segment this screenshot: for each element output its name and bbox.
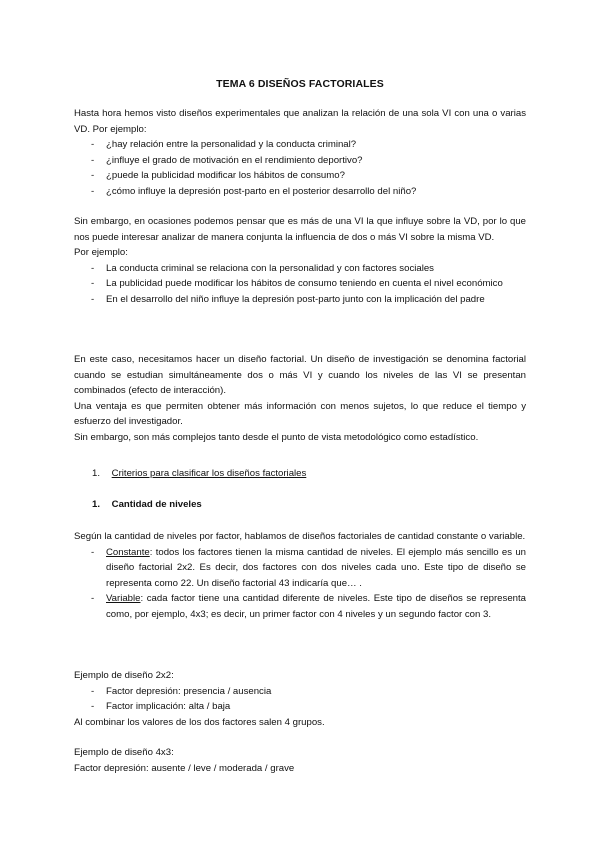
section-number: 1. bbox=[92, 468, 101, 479]
paragraph-complexity: Sin embargo, son más complejos tanto desde el punto de vista metodológico como estadístico. bbox=[74, 431, 479, 443]
intro-paragraph: Hasta hora hemos visto diseños experimentales que analizan la relación de una sola VI con una o varias VD. Por ejemplo: bbox=[74, 108, 526, 135]
term-variable: Variable bbox=[106, 593, 141, 604]
subsection-title: Cantidad de niveles bbox=[111, 499, 202, 510]
term-constante: Constante bbox=[106, 546, 150, 558]
section-heading bbox=[92, 466, 306, 482]
example-2x2-note: Al combinar los valores de los dos factores salen 4 grupos. bbox=[74, 716, 325, 728]
list-item: - ¿hay relación entre la personalidad y la conducta criminal? bbox=[74, 137, 526, 153]
example-lead: Por ejemplo: bbox=[74, 247, 128, 258]
second-section bbox=[74, 214, 526, 307]
list-item-constante bbox=[74, 545, 526, 592]
intro-list bbox=[74, 137, 526, 199]
page-title: TEMA 6 DISEÑOS FACTORIALES bbox=[216, 78, 384, 90]
list-item: - ¿influye el grado de motivación en el rendimiento deportivo? bbox=[74, 153, 526, 169]
list-item: - Factor implicación: alta / baja bbox=[74, 699, 526, 715]
section-title: Criterios para clasificar los diseños factoriales bbox=[111, 468, 307, 479]
paragraph-levels: Según la cantidad de niveles por factor, hablamos de diseños factoriales de cantidad constante o variable. bbox=[74, 531, 526, 542]
variable-text: : cada factor tiene una cantidad diferente de niveles. Este tipo de diseños se representa como, por ejemplo, 4x3; es decir, un primer factor con 4 niveles y un segundo factor con 3. bbox=[106, 593, 526, 620]
paragraph-multiple-vi: Sin embargo, en ocasiones podemos pensar que es más de una VI la que influye sobre la VD, por lo que nos puede interesar analizar de manera conjunta la influencia de dos o más VI sobre la misma VD. bbox=[74, 216, 526, 243]
list-item: - Factor depresión: presencia / ausencia bbox=[74, 684, 526, 700]
example-2x2 bbox=[74, 668, 526, 730]
list-item: - ¿cómo influye la depresión post-parto en el posterior desarrollo del niño? bbox=[74, 184, 526, 200]
paragraph-advantage: Una ventaja es que permiten obtener más información con menos sujetos, lo que reduce el tiempo y esfuerzo del investigador. bbox=[74, 400, 526, 427]
levels-list bbox=[74, 545, 526, 623]
subsection-number: 1. bbox=[92, 499, 101, 510]
levels-section bbox=[74, 529, 526, 622]
example-2x2-title: Ejemplo de diseño 2x2: bbox=[74, 670, 174, 681]
subsection-heading bbox=[92, 497, 202, 513]
example-4x3 bbox=[74, 745, 526, 776]
example-4x3-title: Ejemplo de diseño 4x3: bbox=[74, 747, 174, 758]
constante-text: : todos los factores tienen la misma cantidad de niveles. El ejemplo más sencillo es un diseño factorial 2x2. Es decir, dos factores con dos niveles cada uno. Este tipo de diseño se representa como 22. Un diseño factorial 43 indicaría que… . bbox=[106, 546, 526, 589]
example-2x2-list bbox=[74, 684, 526, 715]
list-item-variable bbox=[74, 591, 526, 622]
example-list bbox=[74, 261, 526, 308]
intro-section bbox=[74, 106, 526, 199]
paragraph-factorial-definition: En este caso, necesitamos hacer un diseño factorial. Un diseño de investigación se denomina factorial cuando se estudian simultáneamente dos o más VI y cuando los niveles de las VI se presentan combinados (efecto de interacción). bbox=[74, 354, 526, 396]
third-section bbox=[74, 352, 526, 445]
list-item: - ¿puede la publicidad modificar los hábitos de consumo? bbox=[74, 168, 526, 184]
list-item: - La conducta criminal se relaciona con la personalidad y con factores sociales bbox=[74, 261, 526, 277]
list-item: - La publicidad puede modificar los hábitos de consumo teniendo en cuenta el nivel económico bbox=[74, 276, 526, 292]
list-item: - En el desarrollo del niño influye la depresión post-parto junto con la implicación del padre bbox=[74, 292, 526, 308]
example-4x3-line: Factor depresión: ausente / leve / moderada / grave bbox=[74, 762, 295, 774]
